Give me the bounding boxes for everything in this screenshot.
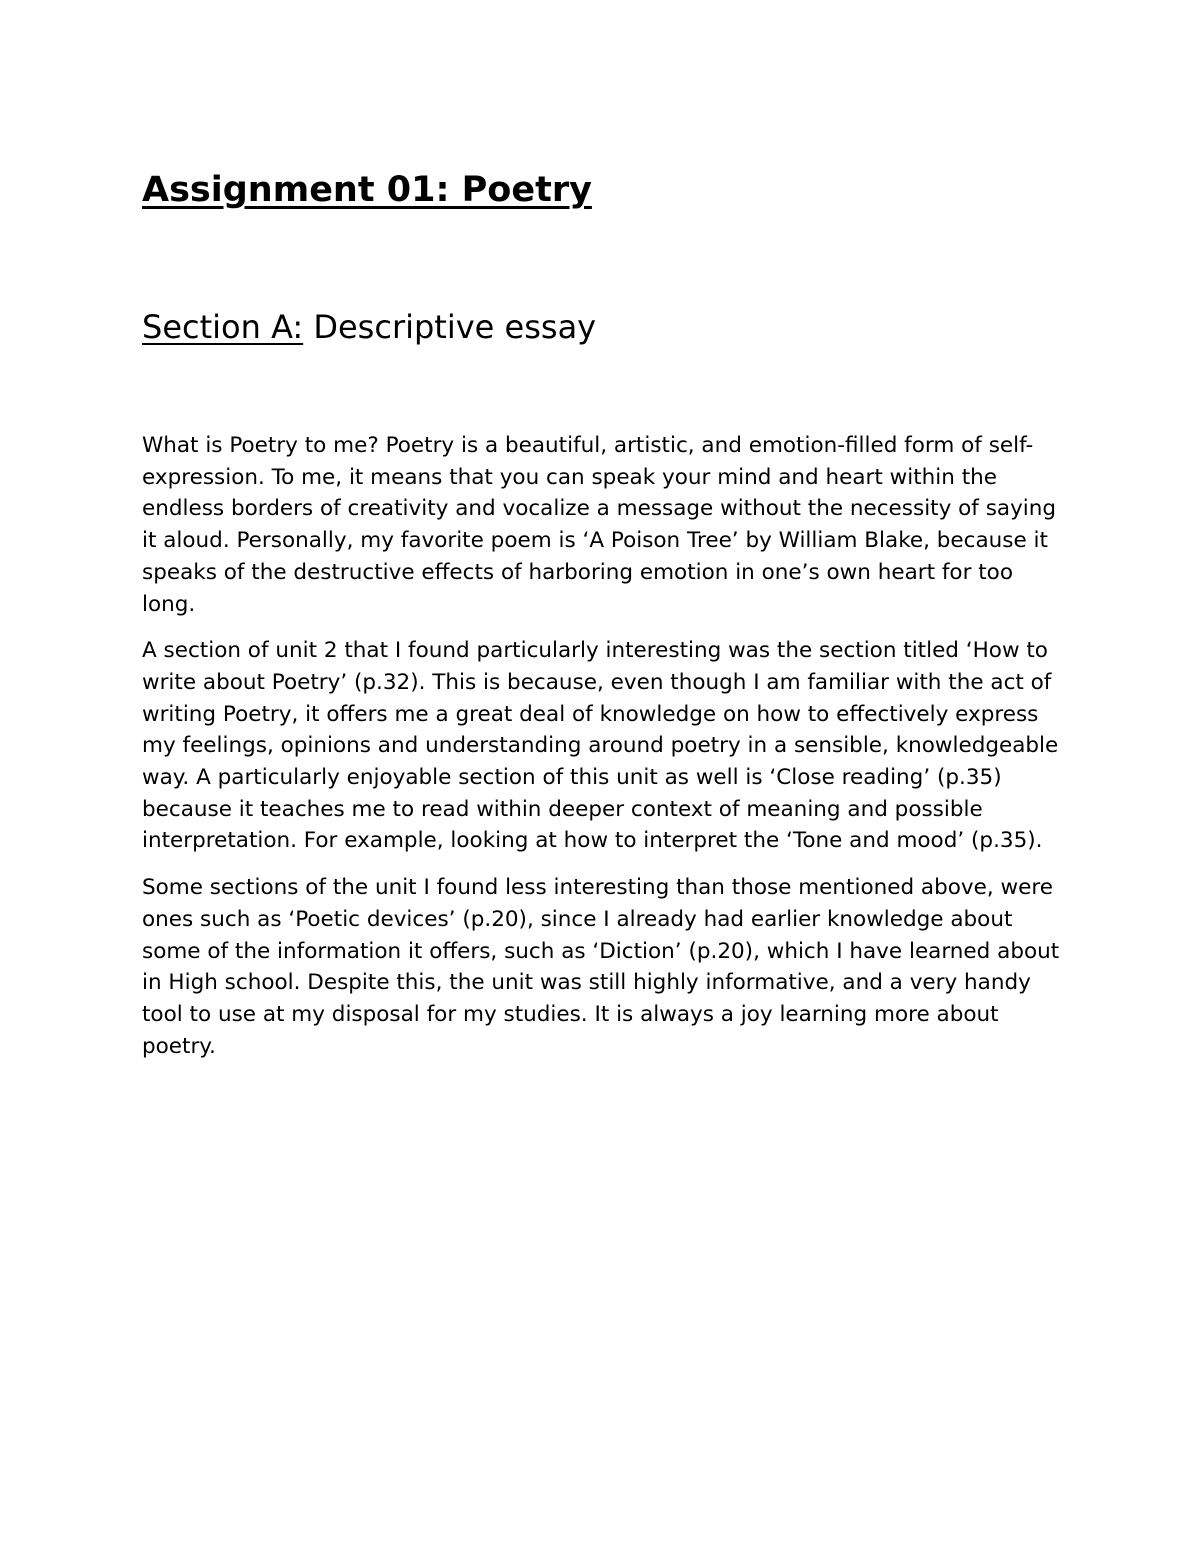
- essay-paragraph-2: A section of unit 2 that I found particularly interesting was the section titled ‘How to write about Poetry’ (p.32). This is because, even though I am familiar with the act of writing Poetry, it offers me a great deal of knowledge on how to effectively express my feelings, opinions and understanding around poetry in a sensible, knowledgeable way. A particularly enjoyable section of this unit as well is ‘Close reading’ (p.35) because it teaches me to read within deeper context of meaning and possible interpretation. For example, looking at how to interpret the ‘Tone and mood’ (p.35).: [142, 638, 1059, 854]
- document-title: Assignment 01: Poetry: [142, 170, 592, 210]
- essay-paragraph-1: What is Poetry to me? Poetry is a beautiful, artistic, and emotion-filled form of self-expression. To me, it means that you can speak your mind and heart within the endless borders of creativity and vocalize a message without the necessity of saying it aloud. Personally, my favorite poem is ‘A Poison Tree’ by William Blake, because it speaks of the destructive effects of harboring emotion in one’s own heart for too long.: [142, 433, 1057, 617]
- section-label: Section A:: [142, 308, 304, 346]
- section-name: Descriptive essay: [303, 308, 597, 346]
- essay-paragraph-3: Some sections of the unit I found less interesting than those mentioned above, were ones such as ‘Poetic devices’ (p.20), since I already had earlier knowledge about some of the information it offers, such as ‘Diction’ (p.20), which I have learned about in High school. Despite this, the unit was still highly informative, and a very handy tool to use at my disposal for my studies. It is always a joy learning more about poetry.: [142, 875, 1060, 1059]
- essay-body: [142, 430, 1072, 1077]
- section-heading: [142, 306, 596, 348]
